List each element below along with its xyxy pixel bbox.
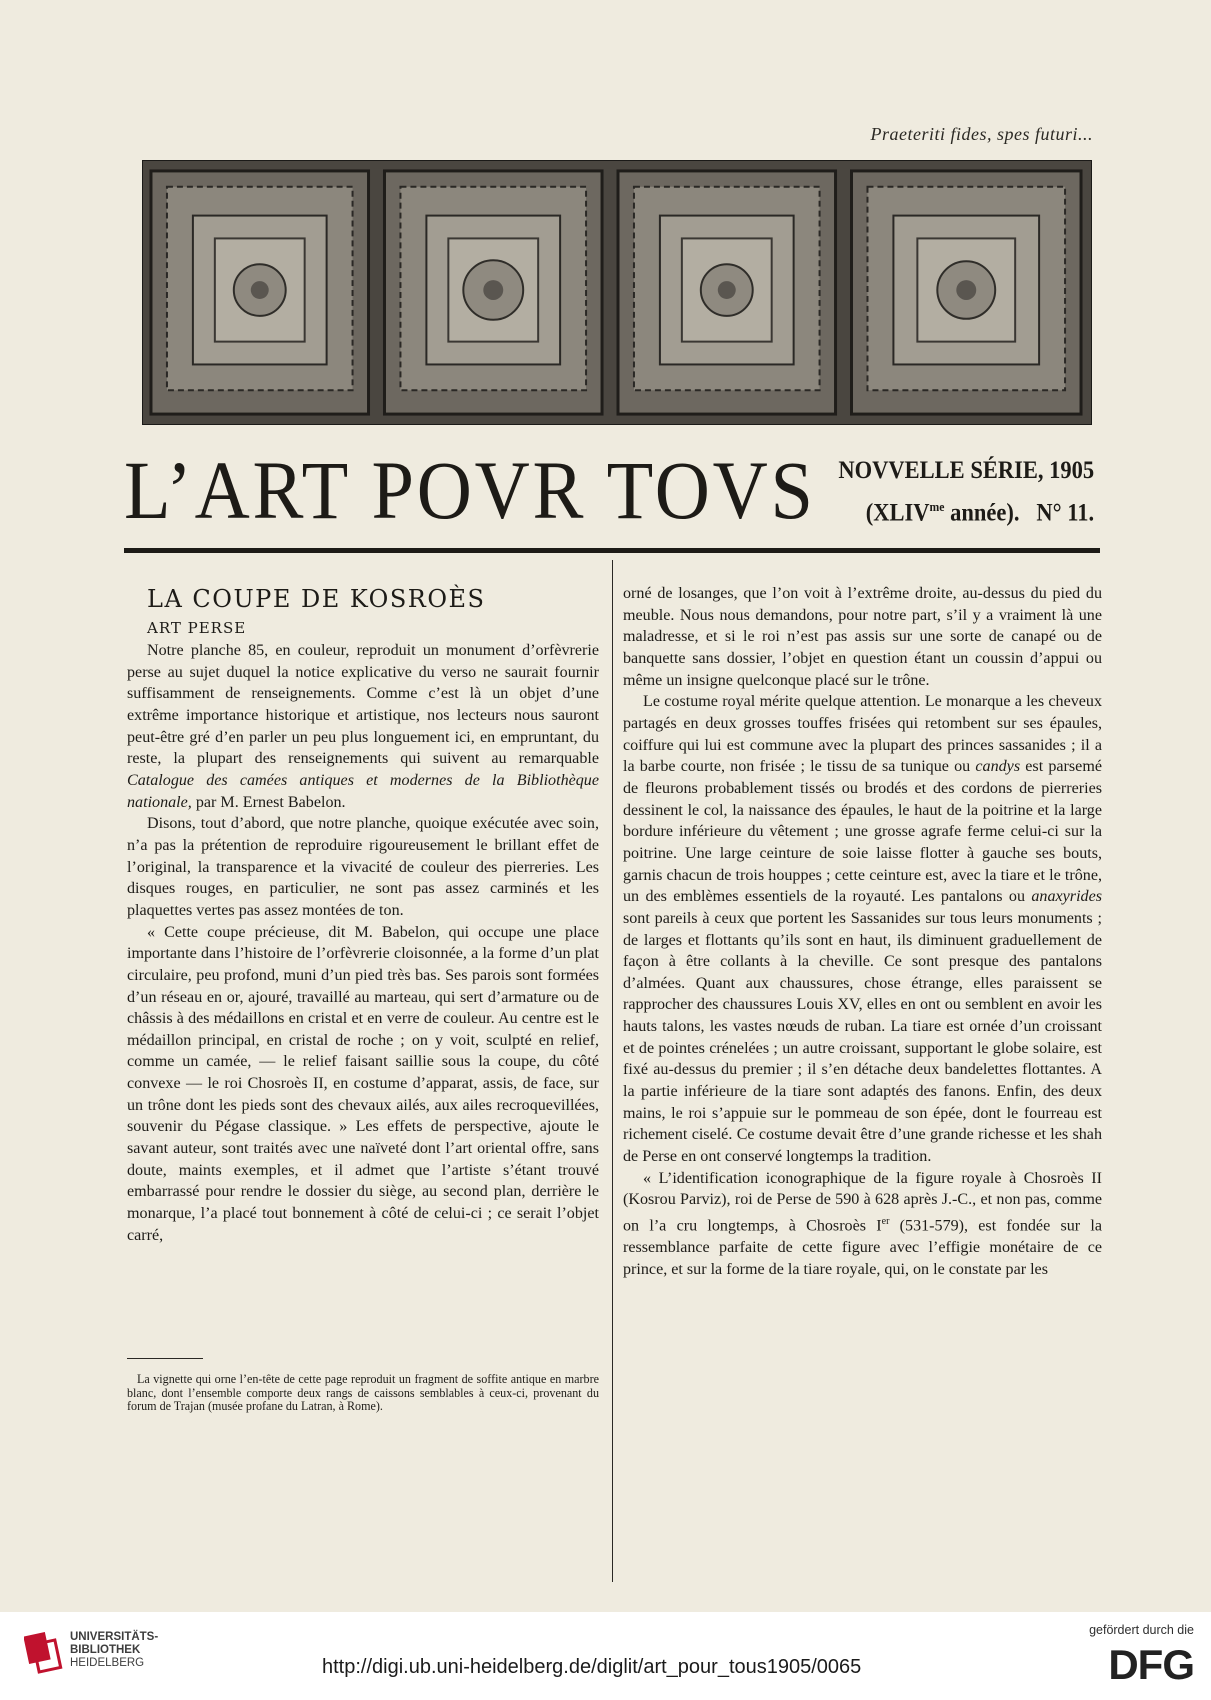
paragraph-5	[623, 691, 1102, 1167]
header-rule	[124, 548, 1100, 553]
paragraph-6-b: (531-579), est fondée sur la ressemblance parfaite de cette figure avec l’effigie monétaire de ce prince, et sur la forme de la tiare royale, qui, on le constate par les	[623, 1217, 1102, 1278]
paragraph-5-c: sont pareils à ceux que portent les Sassanides sur tous leurs monuments ; de larges et flottants qu’ils sont en haut, ils diminuent graduellement de façon à être collants à la cheville. Ce sont presque des pantalons d’almées. Quant aux chaussures, chose étrange, elles paraissent se rapprocher des chaussures Louis XV, elles en ont ou semblent en avoir les hauts talons, les vastes nœuds de ruban. La tiare est ornée d’un croissant et de pointes crénelées ; un autre croissant, supportant le globe solaire, est fixé au-dessus du premier ; il s’en détache deux bandelettes flottantes. A la partie inférieure de la tiare sont adaptés des fanons. Enfin, des deux mains, le roi s’appuie sur le pommeau de son épée, dont le fourreau est richement ciselé. Ce costume devait être d’une grande richesse et les shah de Perse en ont conservé longtemps la tradition.	[623, 909, 1102, 1166]
catalogue-tail: par M. Ernest Babelon.	[191, 793, 346, 811]
series-year-prefix: (XLIV	[865, 499, 930, 527]
column-divider	[612, 560, 613, 1582]
footnote-rule	[127, 1358, 203, 1359]
series-info	[838, 453, 1094, 531]
ordinal-suffix: er	[881, 1216, 890, 1228]
paragraph-1-text: Notre planche 85, en couleur, reproduit un monument d’orfèvrerie perse au sujet duquel la notice explicative du verso ne saurait fournir suffisamment de renseignements. Comme c’est là un objet d’une extrême importance historique et artistique, nos lecteurs nous sauront peut-être gré d’en parler un peu plus longuement ici, en empruntant, du reste, la plupart des renseignements qui suivent au remarquable	[127, 642, 599, 768]
paragraph-1	[127, 640, 599, 813]
frieze-drawing	[143, 161, 1091, 424]
document-url[interactable]: http://digi.ub.uni-heidelberg.de/diglit/art_pour_tous1905/0065	[322, 1656, 862, 1678]
frieze-illustration	[142, 160, 1092, 425]
footnote-text: La vignette qui orne l’en-tête de cette page reproduit un fragment de soffite antique en marbre blanc, dont l’ensemble comporte deux rangs de caissons semblables à ceux-ci, provenant du forum de Trajan (musée profane du Latran, à Rome).	[127, 1372, 599, 1414]
series-line-1: NOVVELLE SÉRIE, 1905	[838, 457, 1094, 484]
journal-title: L’ART POVR TOVS	[124, 444, 816, 536]
footnote	[127, 1373, 599, 1414]
series-line-2	[838, 489, 1094, 531]
coffer-3	[618, 171, 836, 414]
paragraph-3: « Cette coupe précieuse, dit M. Babelon, qui occupe une place importante dans l’histoire de l’orfèvrerie cloisonnée, a la forme d’un plat circulaire, peu profond, muni d’un pied très bas. Ses parois sont formées d’un réseau en or, ajouré, travaillé au marteau, qui sert d’armature ou de châssis à des médaillons en cristal et en verre de couleur. Au centre est le médaillon principal, en cristal de roche ; on y voit, sculpté en relief, comme un camée, — le relief faisant saillie sous la coupe, du côté convexe — le roi Chosroès II, en costume d’apparat, assis, de face, sur un trône dont les pieds sont des chevaux ailés, aux ailes recroquevillées, souvenir du Pégase classique. » Les effets de perspective, ajoute le savant auteur, sont traités avec une naïveté dont l’art oriental offre, sans doute, maints exemples, et il admet que l’artiste s’étant trouvé embarrassé pour rendre le dossier du siège, au second plan, derrière le monarque, l’a placé tout bonnement à côté de celui-ci ; ce serait l’objet carré,	[127, 923, 599, 1244]
series-year-suffix: me	[929, 499, 945, 514]
paragraph-4: orné de losanges, que l’on voit à l’extrême droite, au-dessus du pied du meuble. Nous nous demandons, pour notre part, s’il y a vraiment là une maladresse, et si le roi n’est pas assis sur une sorte de canapé ou de banquette sans dossier, l’objet en question étant un coussin d’appui ou même un insigne quelconque placé sur le trône.	[623, 585, 1102, 689]
library-name[interactable]	[70, 1631, 158, 1670]
library-name-line-3: HEIDELBERG	[70, 1657, 145, 1669]
paragraph-6-a: « L’identification iconographique de la figure royale à Chosroès II (Kosrou Parviz), roi de Perse de 590 à 628 après J.-C., et non pas, comme on l’a cru longtemps, à Chosroès I	[623, 1169, 1102, 1235]
masthead	[124, 445, 1094, 535]
coffer-4	[852, 171, 1082, 414]
motto: Praeteriti fides, spes futuri...	[870, 124, 1093, 144]
library-name-line-1: UNIVERSITÄTS-	[70, 1631, 159, 1643]
paragraph-5-a: Le costume royal mérite quelque attention. Le monarque a les cheveux partagés en deux grosses touffes frisées qui retombent sur ses épaules, coiffure qui lui est commune avec la plupart des princes sassanides ; il a la barbe courte, non frisée ; le tissu de sa tunique ou	[623, 693, 1102, 776]
term-candys: candys	[975, 758, 1021, 776]
library-logo-icon	[24, 1628, 64, 1676]
catalogue-title: Catalogue des camées antiques et modernes de la Bibliothèque nationale,	[127, 771, 599, 811]
coffer-2	[384, 171, 602, 414]
library-name-line-2: BIBLIOTHEK	[70, 1644, 141, 1656]
dfg-logo[interactable]: DFG	[1108, 1641, 1194, 1688]
term-anaxyrides: anaxyrides	[1031, 888, 1102, 906]
series-issue: année). N° 11.	[944, 499, 1094, 527]
right-column	[623, 583, 1102, 1280]
paragraph-5-b: est parsemé de fleurons probablement tissés ou brodés et des cordons de pierreries dessinent le col, la naissance des épaules, le haut de la poitrine et la large bordure inférieure du vêtement ; une grosse agrafe ferme celui-ci sur la poitrine. Une large ceinture de soie laisse flotter à gauche ses bouts, garnis chacun de trois houppes ; cette ceinture est, avec la tiare et le trône, un des emblèmes essentiels de la royauté. Les pantalons ou	[623, 758, 1102, 906]
paragraph-6	[623, 1168, 1102, 1281]
article-title: LA COUPE DE KOSROÈS	[147, 585, 486, 613]
paragraph-2: Disons, tout d’abord, que notre planche, quoique exécutée avec soin, n’a pas la prétention de reproduire rigoureusement le brillant effet de l’original, la transparence et la vivacité de couleur des pierreries. Les disques rouges, en particulier, ne sont pas assez carminés et les plaquettes vertes pas assez montées de ton.	[127, 815, 599, 919]
coffer-1	[151, 171, 369, 414]
left-column	[127, 582, 599, 1246]
funding-label: gefördert durch die	[1089, 1623, 1194, 1637]
article-subtitle: ART PERSE	[147, 619, 247, 637]
